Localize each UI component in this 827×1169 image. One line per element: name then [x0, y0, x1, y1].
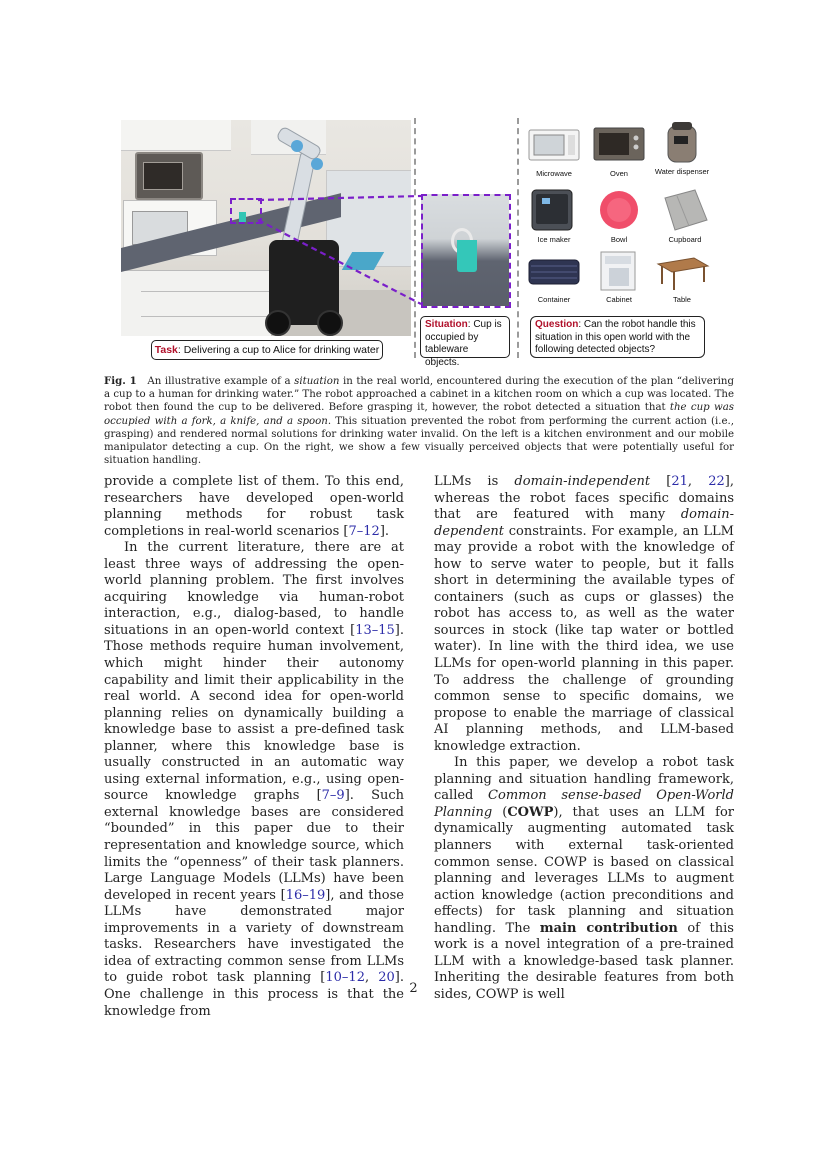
task-text: : Delivering a cup to Alice for drinking water — [177, 344, 380, 356]
citation-link[interactable]: 7–9 — [321, 788, 345, 804]
object-container — [526, 248, 582, 310]
situation-key: Situation — [425, 319, 468, 330]
zoom-frame — [421, 194, 511, 308]
citation-link[interactable]: 20 — [378, 970, 395, 986]
table-icon — [654, 248, 710, 292]
situation-text: : Cup is occupied by tableware objects. — [425, 319, 502, 368]
object-water-dispenser — [654, 120, 710, 182]
paragraph: provide a complete list of them. To this end, researchers have developed open-world planning methods for robust task completions in real-world scenarios [7–12]. — [104, 474, 404, 539]
citation-link[interactable]: 21 — [671, 474, 688, 489]
object-label: Ice maker — [537, 235, 571, 244]
object-label: Microwave — [536, 169, 572, 178]
figure-1 — [121, 118, 721, 368]
object-oven — [591, 122, 647, 184]
caption-emphasis: situation — [294, 376, 340, 387]
object-ice-maker — [526, 188, 582, 250]
object-label: Table — [673, 295, 691, 304]
question-label-box — [530, 316, 705, 358]
divider-left — [414, 118, 416, 358]
left-column — [104, 474, 404, 1020]
task-label-box — [151, 340, 383, 360]
citation-link[interactable]: 13–15 — [355, 622, 395, 638]
container-icon — [526, 248, 582, 292]
oven-icon — [591, 122, 647, 166]
citation-link[interactable]: 7–12 — [348, 523, 380, 539]
cabinet-icon — [591, 248, 647, 292]
caption-label: Fig. 1 — [104, 375, 137, 387]
cupboard-icon — [657, 188, 713, 232]
paragraph: In the current literature, there are at least three ways of addressing the open-world planning problem. The first involves acquiring knowledge via human-robot interaction, e.g., dialog-based, to handle situations in an open-world context [13–15]. Those methods require human involvement, which might hinder their autonomy capability and limit their applicability in the real world. A second idea for open-world planning relies on dynamically building a knowledge base to assist a pre-defined task planner, where this knowledge base is usually constructed in an automatic way using external information, e.g., using open-source knowledge graphs [7–9]. Such external knowledge bases are considered “bounded” in this paper due to their representation and knowledge source, which limits the “openness” of their task planners. Large Language Models (LLMs) have been developed in recent years [16–19], and those LLMs have demonstrated major improvements in a variety of downstream tasks. Researchers have investigated the idea of extracting common sense from LLMs to guide robot task planning [10–12, 20]. One challenge in this process is that the knowledge from — [104, 540, 405, 1019]
figure-caption — [104, 375, 734, 467]
question-text: : Can the robot handle this situation in this open world with the following detected objects? — [535, 319, 696, 355]
water-dispenser-icon — [654, 120, 710, 164]
zoom-connector-lines — [121, 118, 421, 338]
right-column — [434, 474, 734, 1004]
object-label: Oven — [610, 169, 628, 178]
microwave-icon — [526, 122, 582, 166]
caption-text: An illustrative example of a — [147, 376, 295, 387]
task-key: Task — [154, 344, 178, 356]
paragraph: LLMs is domain-independent [21, 22], whereas the robot faces specific domains that are featured with many domain-dependent constraints. For example, an LLM may provide a robot with the knowledge of how to serve water to people, but it falls short in determining the available types of containers (such as cups or glasses) the robot has access to, as well as the water sources in stock (like tap water or bottled water). In line with the third idea, we use LLMs for open-world planning in this paper. To address the challenge of grounding common sense to specific domains, we propose to enable the marriage of classical AI planning methods, and LLM-based knowledge extraction. — [434, 474, 734, 754]
paragraph: In this paper, we develop a robot task planning and situation handling framework, called Common sense-based Open-World Planning (COWP), that uses an LLM for dynamically augmenting automated task planners with external task-oriented common sense. COWP is based on classical planning and leverages LLMs to augment action knowledge (action preconditions and effects) for task planning and situation handling. The main contribution of this work is a novel integration of a pre-trained LLM with a knowledge-based task planner. Inheriting the desirable features from both sides, COWP is well — [434, 755, 735, 1002]
object-label: Cabinet — [606, 295, 632, 304]
caption-text: . This situation prevented the robot from performing the current action (i.e., grasping) and rendered normal solutions for drinking water invalid. On the left is a kitchen environment and our mobile manipulator detecting a cup. On the right, we show a few visually perceived objects that were potentially useful for situation handling. — [104, 415, 734, 467]
object-microwave — [526, 122, 582, 184]
object-cupboard — [657, 188, 713, 250]
object-label: Water dispenser — [654, 167, 710, 176]
question-key: Question — [535, 319, 579, 330]
object-cabinet — [591, 248, 647, 310]
page-number: 2 — [409, 981, 418, 996]
object-label: Cupboard — [668, 235, 702, 244]
caption-text: in the real world, encountered during the execution of the plan “delivering a cup to a human for drinking water.” The robot approached a cabinet in a kitchen room on which a cup was located. The robot then found the cup to be delivered. Before grasping it, however, the robot detected a situation that — [104, 376, 734, 414]
citation-link[interactable]: 16–19 — [285, 887, 326, 903]
caption-emphasis: the cup was occupied with a fork, a knife, and a spoon — [104, 402, 734, 427]
citation-link[interactable]: 10–12 — [325, 970, 365, 986]
ice-maker-icon — [526, 188, 582, 232]
situation-label-box — [420, 316, 510, 368]
bowl-icon — [591, 188, 647, 232]
cup-highlight-box — [230, 198, 262, 224]
citation-link[interactable]: 22 — [708, 474, 725, 489]
object-label: Container — [537, 295, 571, 304]
object-label: Bowl — [610, 235, 628, 244]
object-bowl — [591, 188, 647, 250]
object-table — [654, 248, 710, 310]
